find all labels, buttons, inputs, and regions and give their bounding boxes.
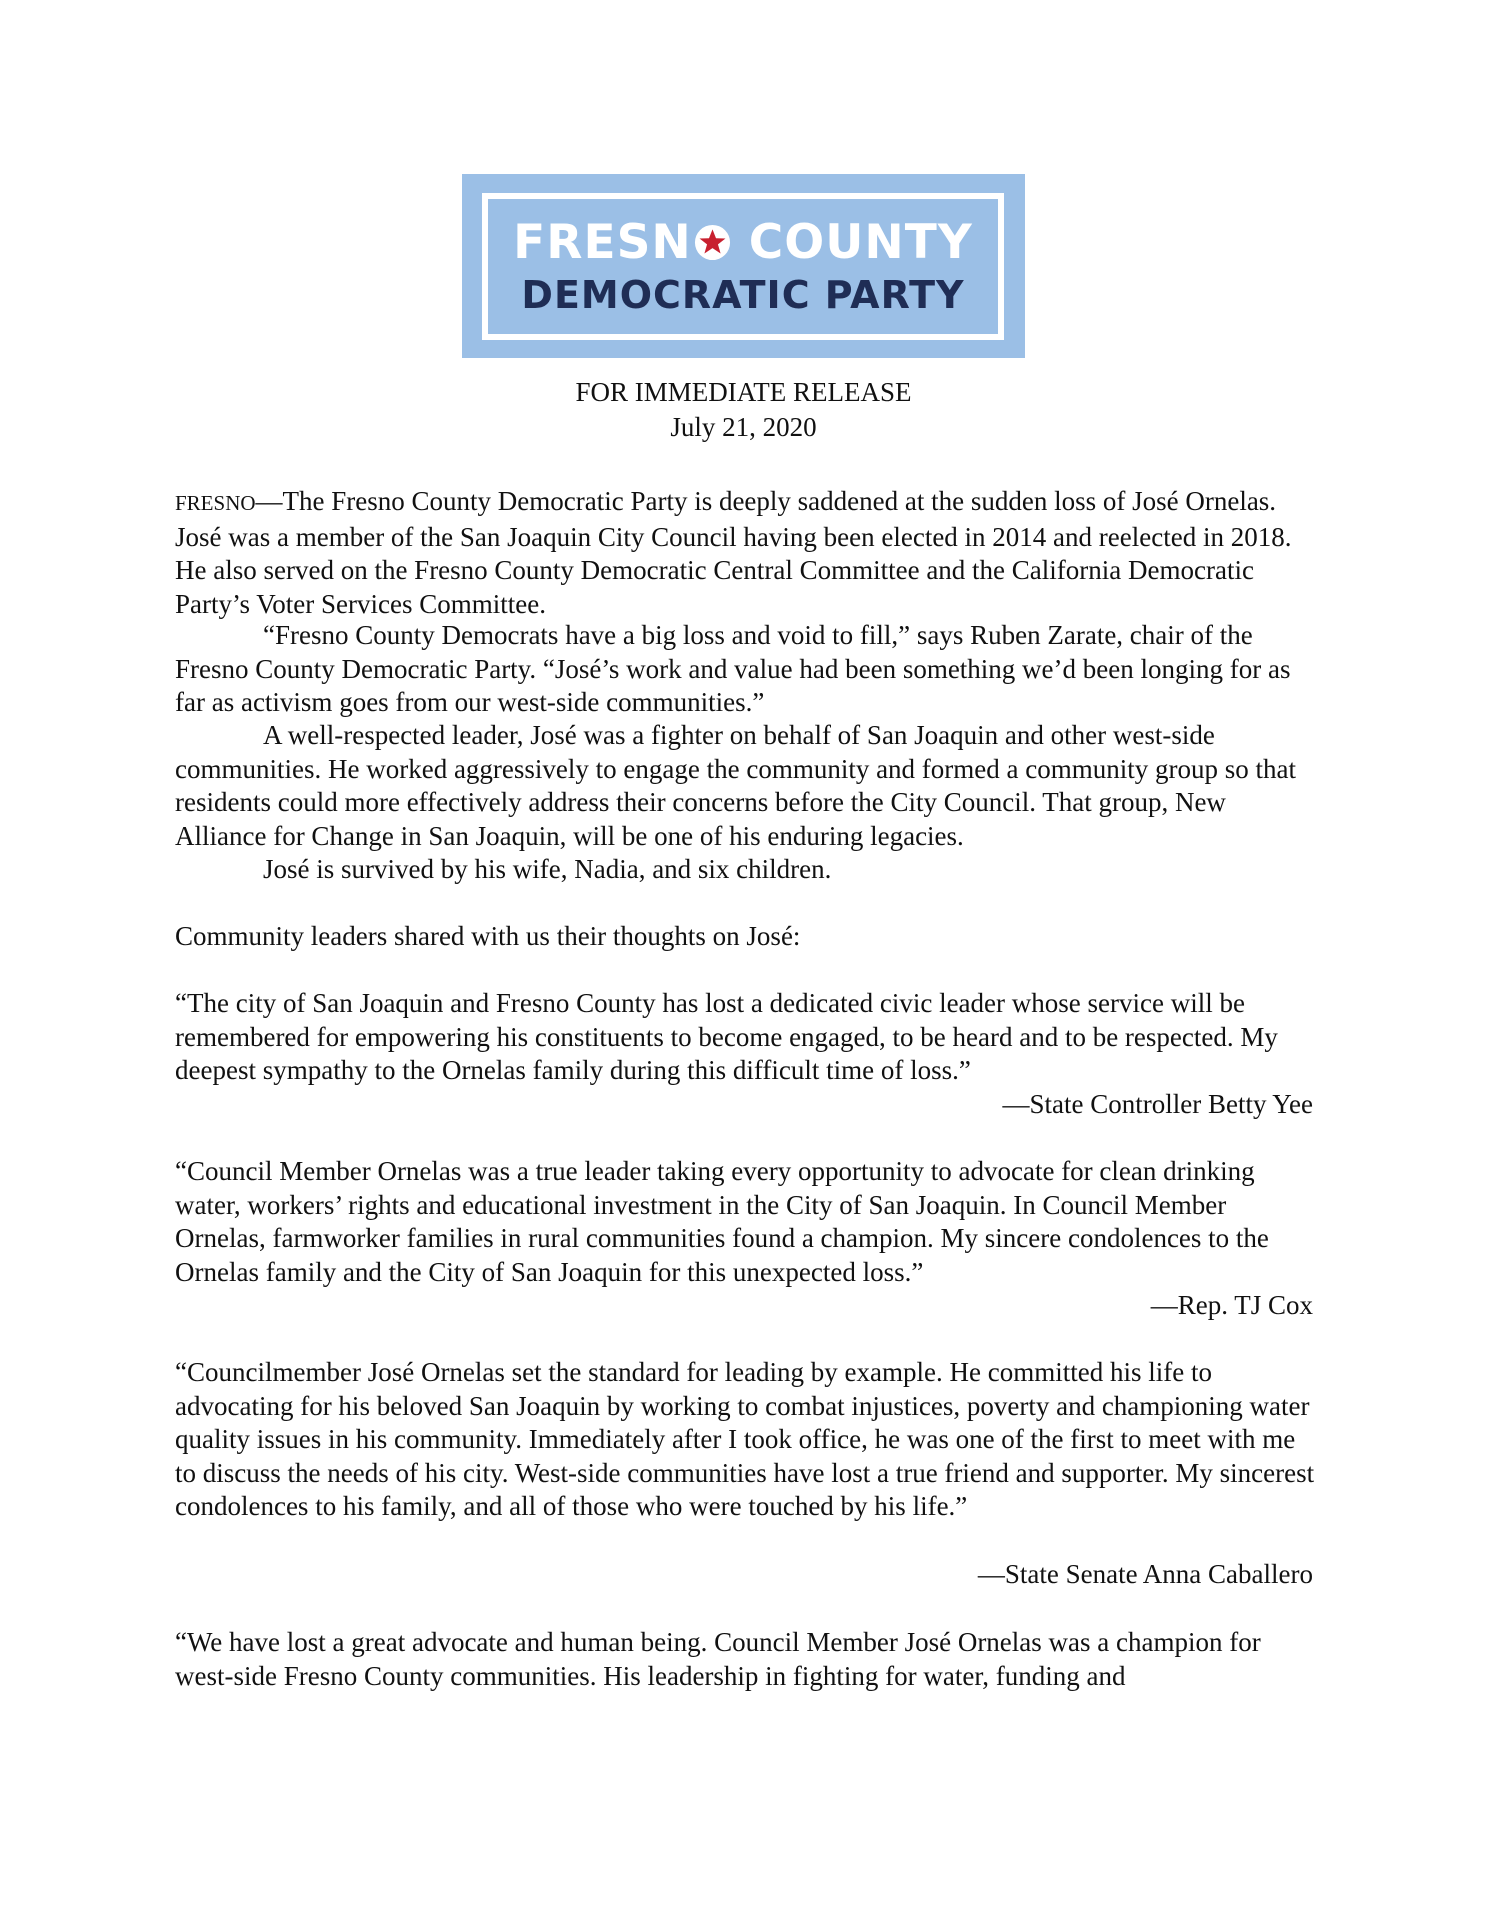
quote-yee: “The city of San Joaquin and Fresno County has lost a dedicated civic leader whose service will be remembered for empowering his constituents to become engaged, to be heard and to be respected. My deepest sympathy to the Ornelas family during this difficult time of loss.” bbox=[175, 988, 1278, 1085]
star-icon bbox=[693, 223, 732, 262]
attribution-yee: —State Controller Betty Yee bbox=[1002, 1089, 1313, 1119]
logo-text-county: COUNTY bbox=[748, 214, 973, 270]
party-logo bbox=[462, 174, 1025, 358]
quote-cox: “Council Member Ornelas was a true leader taking every opportunity to advocate for clean drinking water, workers’ rights and educational investment in the City of San Joaquin. In Council Member Ornelas, farmworker families in rural communities found a champion. My sincere condolences to the Ornelas family and the City of San Joaquin for this unexpected loss.” bbox=[175, 1156, 1269, 1287]
release-date: July 21, 2020 bbox=[670, 412, 817, 442]
dateline: FRESNO bbox=[175, 491, 256, 515]
logo-text-fresn: FRESN bbox=[513, 214, 692, 270]
logo-line-1 bbox=[513, 216, 973, 270]
paragraph-intro-text: —The Fresno County Democratic Party is deeply saddened at the sudden loss of José Ornelas. José was a member of the San Joaquin City Council having been elected in 2014 and reelected in 2018. He also served on the Fresno County Democratic Central Committee and the California Democratic Party’s Voter Services Committee. bbox=[175, 486, 1292, 619]
attribution-cox: —Rep. TJ Cox bbox=[1150, 1290, 1313, 1320]
attribution-caballero: —State Senate Anna Caballero bbox=[977, 1559, 1313, 1589]
logo-frame bbox=[482, 193, 1004, 340]
paragraph-survivors: José is survived by his wife, Nadia, and six children. bbox=[263, 854, 832, 884]
community-intro: Community leaders shared with us their thoughts on José: bbox=[175, 921, 801, 951]
quote-fourth: “We have lost a great advocate and human being. Council Member José Ornelas was a champion for west-side Fresno County communities. His leadership in fighting for water, funding and bbox=[175, 1627, 1261, 1691]
paragraph-leader: A well-respected leader, José was a fighter on behalf of San Joaquin and other west-side communities. He worked aggressively to engage the community and formed a community group so that residents could more effectively address their concerns before the City Council. That group, New Alliance for Change in San Joaquin, will be one of his enduring legacies. bbox=[175, 720, 1296, 851]
paragraph-chair-quote: “Fresno County Democrats have a big loss and void to fill,” says Ruben Zarate, chair of the Fresno County Democratic Party. “José’s work and value had been something we’d been longing for as far as activism goes from our west-side communities.” bbox=[175, 620, 1291, 717]
quote-caballero: “Councilmember José Ornelas set the standard for leading by example. He committed his life to advocating for his beloved San Joaquin by working to combat injustices, poverty and championing water quality issues in his community. Immediately after I took office, he was one of the first to meet with me to discuss the needs of his city. West-side communities have lost a true friend and supporter. My sincerest condolences to his family, and all of those who were touched by his life.” bbox=[175, 1357, 1315, 1521]
paragraph-intro bbox=[175, 485, 1315, 621]
logo-line-2: DEMOCRATIC PARTY bbox=[521, 272, 965, 317]
release-heading: FOR IMMEDIATE RELEASE bbox=[575, 377, 912, 407]
